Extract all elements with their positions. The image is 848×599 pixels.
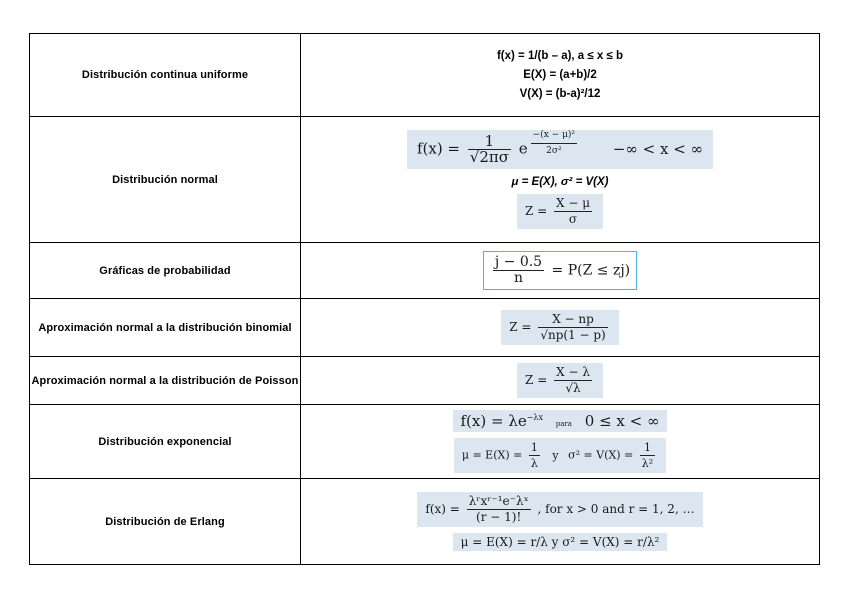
probplot-num: j − 0.5 [494,254,543,270]
exponential-mean-frac [529,440,540,471]
poisson-num: X − λ [556,365,590,379]
binomial-num: X − np [552,312,594,326]
normal-pdf-exp-den: 2σ² [531,143,577,159]
erlang-moments-image: μ = E(X) = r/λ y σ² = V(X) = r/λ² [453,533,668,551]
normal-pdf-frac [468,134,511,165]
normal-pdf-den: √2πσ [469,148,509,166]
normal-pdf-lhs: f(x) = [416,139,461,158]
normal-pdf-image [407,130,713,169]
table-row [30,357,820,405]
normal-name: Distribución normal [30,117,301,243]
exponential-name: Distribución exponencial [30,405,301,479]
erlang-pdf-lhs: f(x) = [425,502,460,516]
erlang-pdf-den: (r − 1)! [467,509,531,525]
normal-z-frac [554,196,592,227]
uniform-name: Distribución continua uniforme [30,34,301,117]
binomial-image [501,310,618,345]
poisson-name: Aproximación normal a la distribución de Poisson [30,357,301,405]
table-row [30,299,820,357]
table-row [30,479,820,565]
table-row [30,117,820,243]
probplot-frac [493,255,544,286]
exponential-pdf-image [453,410,668,432]
exponential-pdf-text: f(x) = λe [460,412,527,430]
poisson-lhs: Z = [525,373,548,387]
normal-z-lhs: Z = [524,204,548,218]
normal-formulas [301,117,820,243]
exponential-para: para [555,420,572,428]
uniform-mean: E(X) = (a+b)/2 [523,68,597,81]
probplot-image [483,251,637,290]
erlang-pdf-num: λʳxʳ⁻¹e⁻λˣ [468,494,529,508]
exponential-moments-image [454,438,666,473]
uniform-formulas [301,34,820,117]
exponential-mean-den: λ [529,455,540,471]
formula-table [29,33,820,565]
normal-pdf-exp-num: −(x − μ)² [532,130,576,140]
probplot-name: Gráficas de probabilidad [30,243,301,299]
normal-pdf-e: e [518,139,528,158]
exponential-formulas [301,405,820,479]
exponential-var-num: 1 [643,441,651,454]
table-row [30,34,820,117]
uniform-pdf: f(x) = 1/(b – a), a ≤ x ≤ b [496,49,624,62]
table-row [30,243,820,299]
binomial-lhs: Z = [509,320,532,334]
binomial-formulas [301,299,820,357]
normal-z-image [517,194,603,229]
normal-pdf-range: −∞ < x < ∞ [612,139,704,158]
erlang-name: Distribución de Erlang [30,479,301,565]
exponential-pdf-exp: −λx [526,413,544,422]
binomial-frac [538,312,607,343]
probplot-rhs: = P(Z ≤ zj) [551,262,631,279]
poisson-image [517,363,603,398]
probplot-formulas [301,243,820,299]
uniform-variance: V(X) = (b-a)²/12 [519,87,601,100]
normal-z-den: σ [554,211,592,227]
exponential-mean-num: 1 [530,441,538,454]
normal-moments: μ = E(X), σ² = V(X) [511,176,609,188]
exponential-var-frac [640,440,655,471]
table-row [30,405,820,479]
erlang-pdf-image [417,492,702,527]
exponential-y: y [552,448,559,462]
normal-z-num: X − μ [556,196,591,210]
erlang-pdf-frac [467,494,531,525]
exponential-var-den: λ² [641,457,654,470]
binomial-den: √np(1 − p) [540,328,606,342]
binomial-name: Aproximación normal a la distribución binomial [30,299,301,357]
normal-pdf-num: 1 [484,132,495,150]
erlang-pdf-cond: , for x > 0 and r = 1, 2, … [537,502,695,516]
erlang-formulas [301,479,820,565]
normal-pdf-exp [531,128,577,159]
exponential-mean-lhs: μ = E(X) = [461,448,523,462]
exponential-var-lhs: σ² = V(X) = [568,448,634,462]
probplot-den: n [493,270,544,286]
exponential-range: 0 ≤ x < ∞ [584,412,660,430]
poisson-den: √λ [554,380,592,396]
poisson-formulas [301,357,820,405]
poisson-frac [554,365,592,396]
